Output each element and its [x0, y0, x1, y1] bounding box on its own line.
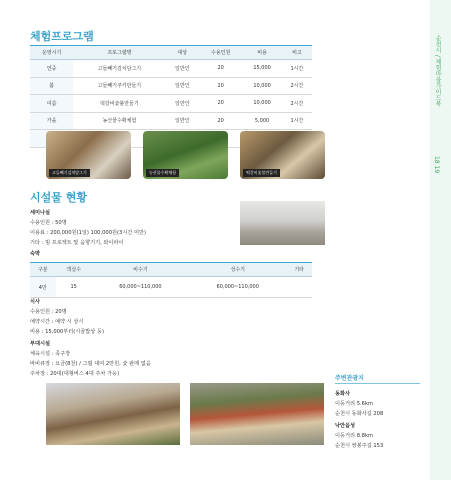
- col-header: 대상: [166, 46, 199, 60]
- place-distance: 이동거리 5.6km: [335, 401, 374, 407]
- col-header: 프로그램명: [73, 46, 165, 60]
- photo-cabins: [190, 383, 324, 445]
- table-row: [30, 277, 312, 298]
- table-cell: 여름: [30, 95, 73, 113]
- col-header: 비수기: [92, 263, 189, 277]
- col-header: 비고: [282, 46, 312, 60]
- table-row: [30, 112, 312, 130]
- col-header: 성수기: [189, 263, 286, 277]
- extra-title: 부대시설: [30, 341, 51, 347]
- table-cell: 20: [199, 95, 242, 113]
- page-numbers: 18 19: [433, 156, 440, 174]
- photo-kimchi: [46, 131, 131, 179]
- extra-line: 바비큐장 : 요금(8천) / 그릴 대여 2만원, 숯 판매 없음: [30, 361, 151, 367]
- table-cell: 고들빼기쿠키만들기: [73, 77, 165, 95]
- table-cell: 떡갈비숯불만들기: [73, 95, 165, 113]
- photo-seminar-room: [240, 201, 325, 245]
- table-cell: [286, 277, 312, 298]
- col-header: 구분: [30, 263, 56, 277]
- table-cell: 2시간: [282, 77, 312, 95]
- nearby-divider: [335, 383, 420, 384]
- section-title-program: 체험프로그램: [30, 30, 94, 43]
- table-cell: 20: [199, 60, 242, 78]
- table-cell: 가을: [30, 112, 73, 130]
- table-cell: 연중: [30, 60, 73, 78]
- table-cell: 일반인: [166, 60, 199, 78]
- dining-line: 예약시간 : 예약 시 상시: [30, 319, 84, 325]
- col-header: 객실수: [56, 263, 92, 277]
- seminar-line: 수용인원 : 50명: [30, 220, 67, 226]
- dining-line: 비용 : 15,000부터(시골밥상 등): [30, 329, 104, 335]
- table-cell: 봄: [30, 77, 73, 95]
- table-cell: 일반인: [166, 77, 199, 95]
- place-name: 동화사: [335, 391, 351, 397]
- photo-caption: 농산물수확체험: [146, 169, 179, 177]
- table-row: [30, 60, 312, 78]
- place-address: 순천시 쌍봉주길 153: [335, 443, 384, 449]
- table-cell: 2시간: [282, 95, 312, 113]
- seminar-line: 기타 : 빔 프로젝트 및 음향기기, 와이파이: [30, 240, 124, 246]
- table-cell: 10,000: [242, 77, 282, 95]
- photo-galbi: [240, 131, 325, 179]
- lodging-title: 숙박: [30, 251, 41, 257]
- table-cell: 60,000~110,000: [92, 277, 189, 298]
- table-cell: 고들빼기김치담그기: [73, 60, 165, 78]
- table-cell: 농산물수확체험: [73, 112, 165, 130]
- seminar-title: 세미나실: [30, 210, 51, 216]
- photo-caption: 떡갈비숯불만들기: [243, 169, 280, 177]
- place-address: 순천시 동화사길 208: [335, 411, 384, 417]
- table-cell: 60,000~110,000: [189, 277, 286, 298]
- table-cell: 20: [199, 77, 242, 95]
- table-row: [30, 77, 312, 95]
- photo-caption: 고들빼기김치담그기: [49, 169, 90, 177]
- table-cell: 20: [199, 112, 242, 130]
- table-row: [30, 95, 312, 113]
- side-label: 순천시 / 체험마을가이드북: [434, 35, 441, 107]
- section-title-facilities: 시설물 현황: [30, 191, 87, 204]
- col-header: 수용인원: [199, 46, 242, 60]
- photo-harvest: [143, 131, 228, 179]
- table-cell: 5,000: [242, 112, 282, 130]
- table-cell: 4만: [30, 277, 56, 298]
- extra-line: 주차장 : 20대(대형버스 4대 주차 가능): [30, 371, 120, 377]
- place-distance: 이동거리 8.8km: [335, 433, 374, 439]
- table-cell: 10,000: [242, 95, 282, 113]
- lodging-table: [30, 262, 312, 298]
- table-cell: 1시간: [282, 112, 312, 130]
- dining-line: 수용인원 : 20명: [30, 309, 67, 315]
- col-header: 운영시기: [30, 46, 73, 60]
- table-cell: 1시간: [282, 60, 312, 78]
- seminar-line: 이용료 : 200,000원(1일) 100,000원(3시간 미만): [30, 230, 147, 236]
- dining-title: 식사: [30, 299, 41, 305]
- nearby-title: 주변관광지: [335, 375, 364, 382]
- col-header: 비용: [242, 46, 282, 60]
- photo-lodging-building: [46, 383, 180, 445]
- table-cell: 15: [56, 277, 92, 298]
- col-header: 기타: [286, 263, 312, 277]
- table-cell: 15,000: [242, 60, 282, 78]
- table-cell: 일반인: [166, 95, 199, 113]
- table-cell: 일반인: [166, 112, 199, 130]
- extra-line: 체육시설 : 족구장: [30, 351, 71, 357]
- place-name: 낙안읍성: [335, 423, 356, 429]
